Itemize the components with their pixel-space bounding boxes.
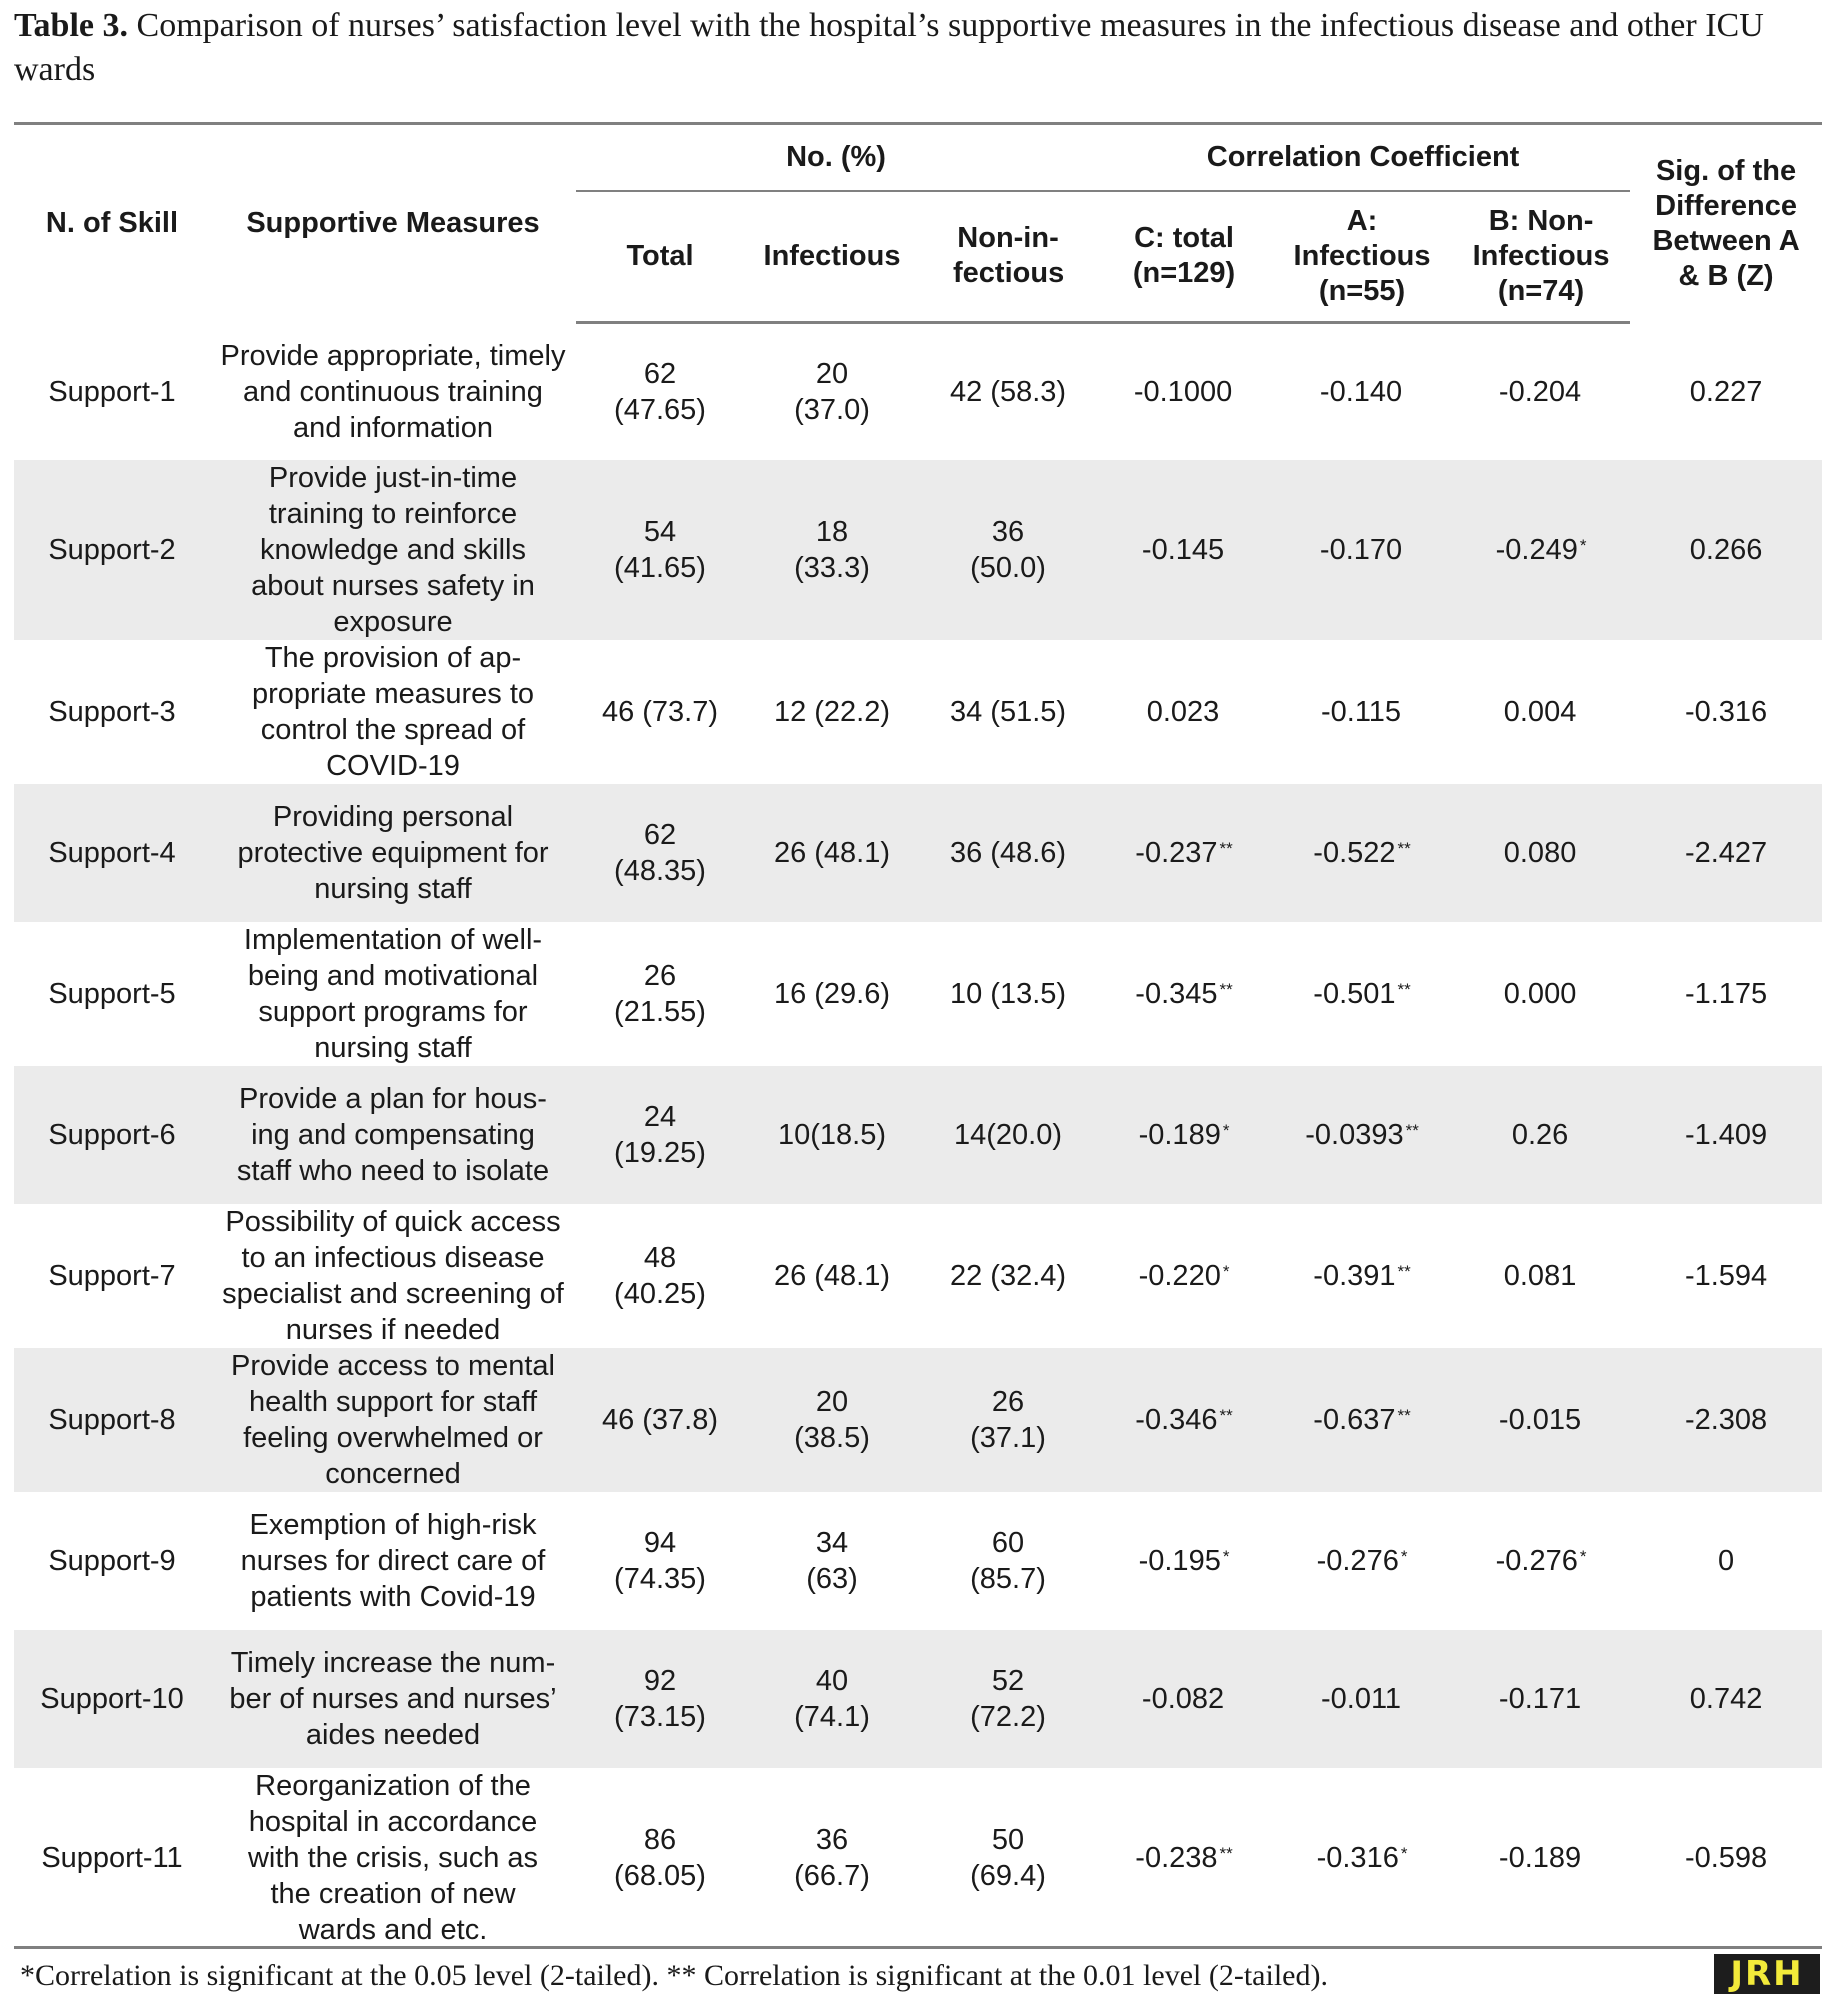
- cell-noninfectious: [920, 1204, 1096, 1348]
- cell-noninfectious: [920, 1348, 1096, 1492]
- table-row: [14, 784, 1822, 922]
- cell-noninfectious: [920, 1492, 1096, 1630]
- cell-infectious-text: 36 (66.7): [794, 1823, 870, 1892]
- cell-c-total: [1096, 640, 1272, 784]
- cell-skill: Support-8: [14, 1348, 210, 1492]
- header-sig: [1630, 125, 1822, 322]
- cell-a-value: -0.011: [1320, 1682, 1402, 1715]
- cell-noninfectious-text: 10 (13.5): [949, 977, 1067, 1010]
- cell-infectious-text: 20 (37.0): [794, 357, 870, 426]
- cell-b-value: -0.171: [1498, 1682, 1582, 1715]
- cell-z: -1.594: [1684, 1259, 1768, 1292]
- cell-total-text: 62 (47.65): [614, 357, 706, 426]
- table-row: [14, 922, 1822, 1066]
- cell-measure-text: Provide appropriate, timely and continuous training and information: [220, 339, 566, 444]
- cell-skill: Support-2: [14, 460, 210, 640]
- cell-total: [576, 1492, 744, 1630]
- cell-total-text: 24 (19.25): [614, 1100, 706, 1169]
- cell-a-sig: *: [1400, 1546, 1408, 1566]
- cell-a-infectious: [1272, 324, 1452, 460]
- cell-a-value: -0.170: [1319, 533, 1403, 566]
- cell-b-value: -0.249: [1495, 533, 1578, 566]
- cell-z: -1.175: [1684, 977, 1768, 1010]
- cell-a-sig: **: [1397, 838, 1411, 858]
- cell-infectious-text: 18 (33.3): [794, 515, 870, 584]
- header-total: Total: [576, 191, 744, 322]
- cell-z: 0.227: [1689, 375, 1763, 408]
- cell-c-total-value: -0.220: [1138, 1259, 1221, 1292]
- cell-infectious: [744, 1066, 920, 1204]
- cell-infectious: [744, 1348, 920, 1492]
- cell-b-noninfectious: [1452, 1492, 1630, 1630]
- cell-total-text: 94 (74.35): [614, 1526, 706, 1595]
- cell-measure-text: Timely increase the num-ber of nurses and nurses’ aides needed: [229, 1646, 557, 1751]
- cell-infectious-text: 16 (29.6): [773, 977, 891, 1010]
- cell-infectious: [744, 922, 920, 1066]
- cell-b-value: -0.204: [1498, 375, 1582, 408]
- cell-a-sig: **: [1397, 979, 1411, 999]
- table-caption: [14, 4, 1824, 92]
- cell-total: [576, 1066, 744, 1204]
- cell-c-total-value: -0.189: [1138, 1118, 1221, 1151]
- cell-c-total: [1096, 784, 1272, 922]
- cell-b-noninfectious: [1452, 1348, 1630, 1492]
- cell-noninfectious-text: 22 (32.4): [949, 1259, 1067, 1292]
- cell-noninfectious: [920, 324, 1096, 460]
- cell-b-noninfectious: [1452, 784, 1630, 922]
- header-noninfectious: [920, 191, 1096, 322]
- data-table: [14, 125, 1822, 1948]
- header-c-total: [1096, 191, 1272, 322]
- cell-b-noninfectious: [1452, 460, 1630, 640]
- cell-measure: [210, 460, 576, 640]
- journal-logo: JRH: [1714, 1954, 1820, 1994]
- cell-infectious: [744, 784, 920, 922]
- cell-total-text: 86 (68.05): [614, 1823, 706, 1892]
- cell-skill: Support-6: [14, 1066, 210, 1204]
- cell-measure: [210, 784, 576, 922]
- cell-c-total-sig: **: [1219, 1843, 1233, 1863]
- cell-skill: Support-4: [14, 784, 210, 922]
- cell-z: 0.266: [1630, 460, 1822, 640]
- cell-a-value: -0.115: [1320, 695, 1402, 728]
- cell-total-text: 46 (73.7): [601, 695, 719, 728]
- cell-c-total-sig: **: [1219, 1405, 1233, 1425]
- cell-infectious-text: 12 (22.2): [773, 695, 891, 728]
- cell-noninfectious-text: 14(20.0): [954, 1118, 1063, 1151]
- cell-noninfectious-text: 50 (69.4): [970, 1823, 1046, 1892]
- cell-b-noninfectious: [1452, 1066, 1630, 1204]
- cell-b-sig: *: [1579, 1546, 1587, 1566]
- cell-total: [576, 1630, 744, 1768]
- header-group-count: No. (%): [576, 125, 1096, 191]
- header-a-infectious: [1272, 191, 1452, 322]
- cell-c-total: [1096, 1204, 1272, 1348]
- cell-a-sig: **: [1397, 1405, 1411, 1425]
- cell-c-total-value: -0.145: [1141, 533, 1225, 566]
- cell-a-value: -0.0393: [1305, 1118, 1404, 1151]
- cell-a-value: -0.391: [1313, 1259, 1396, 1292]
- cell-skill: Support-7: [48, 1259, 176, 1292]
- cell-measure: [210, 324, 576, 460]
- cell-b-value: 0.081: [1503, 1259, 1577, 1292]
- cell-z: 0.742: [1630, 1630, 1822, 1768]
- cell-b-noninfectious: [1452, 922, 1630, 1066]
- cell-measure-text: Possibility of quick access to an infectious disease specialist and screening of nurses if needed: [222, 1205, 564, 1346]
- cell-infectious: [744, 1768, 920, 1948]
- caption-label: Table 3.: [14, 7, 129, 44]
- cell-infectious: [744, 640, 920, 784]
- cell-z: -2.427: [1630, 784, 1822, 922]
- table-bottom-rule: [14, 1946, 1822, 1949]
- cell-noninfectious: [920, 1768, 1096, 1948]
- cell-infectious: [744, 1492, 920, 1630]
- cell-a-sig: *: [1400, 1843, 1408, 1863]
- cell-noninfectious: [920, 640, 1096, 784]
- cell-a-infectious: [1272, 1204, 1452, 1348]
- cell-measure-text: The provision of ap-propriate measures to control the spread of COVID-19: [251, 641, 535, 782]
- cell-a-value: -0.637: [1313, 1403, 1396, 1436]
- cell-total: [576, 460, 744, 640]
- header-b-noninfectious-text: B: Non-Infectious (n=74): [1472, 204, 1610, 307]
- cell-a-value: -0.501: [1313, 977, 1396, 1010]
- cell-measure: [210, 640, 576, 784]
- header-infectious: Infectious: [744, 191, 920, 322]
- table-row: [14, 1492, 1822, 1630]
- cell-total: [576, 640, 744, 784]
- cell-total: [576, 1204, 744, 1348]
- table-row: [14, 1630, 1822, 1768]
- table-row: [14, 1348, 1822, 1492]
- cell-total-text: 54 (41.65): [614, 515, 706, 584]
- cell-measure-text: Exemption of high-risk nurses for direct care of patients with Covid-19: [240, 1508, 546, 1613]
- cell-z: -1.409: [1630, 1066, 1822, 1204]
- header-a-infectious-text: A: Infectious (n=55): [1293, 204, 1431, 307]
- cell-noninfectious-text: 36 (48.6): [949, 836, 1067, 869]
- cell-a-value: -0.316: [1316, 1841, 1399, 1874]
- cell-total-text: 26 (21.55): [614, 959, 706, 1028]
- header-group-correlation: Correlation Coefficient: [1096, 125, 1630, 191]
- cell-c-total-value: 0.023: [1146, 695, 1220, 728]
- cell-measure: [210, 1630, 576, 1768]
- cell-c-total: [1096, 1630, 1272, 1768]
- cell-z: -2.308: [1630, 1348, 1822, 1492]
- cell-a-infectious: [1272, 640, 1452, 784]
- cell-noninfectious-text: 26 (37.1): [970, 1385, 1046, 1454]
- cell-skill: Support-1: [48, 375, 176, 408]
- header-measures: Supportive Measures: [246, 207, 540, 239]
- cell-a-value: -0.522: [1313, 836, 1396, 869]
- cell-noninfectious: [920, 460, 1096, 640]
- cell-measure-text: Providing personal protective equipment for nursing staff: [237, 800, 549, 905]
- header-sig-text: Sig. of the Difference Between A & B (Z): [1652, 154, 1800, 292]
- table-body: [14, 324, 1822, 1948]
- cell-b-value: -0.189: [1498, 1841, 1582, 1874]
- cell-b-value: 0.004: [1503, 695, 1577, 728]
- cell-b-value: 0.080: [1503, 836, 1577, 869]
- cell-infectious: [744, 1204, 920, 1348]
- cell-a-infectious: [1272, 922, 1452, 1066]
- cell-c-total-value: -0.195: [1138, 1544, 1221, 1577]
- cell-b-value: 0.000: [1503, 977, 1577, 1010]
- cell-measure-text: Provide access to mental health support for staff feeling overwhelmed or concerned: [231, 1349, 555, 1490]
- table-header: [14, 125, 1822, 324]
- cell-noninfectious-text: 52 (72.2): [970, 1664, 1046, 1733]
- cell-infectious-text: 34 (63): [806, 1526, 858, 1595]
- table-row: [14, 324, 1822, 460]
- cell-noninfectious-text: 60 (85.7): [970, 1526, 1046, 1595]
- cell-c-total-value: -0.237: [1135, 836, 1218, 869]
- cell-total: [576, 1768, 744, 1948]
- cell-measure: [210, 1066, 576, 1204]
- cell-a-sig: **: [1405, 1120, 1419, 1140]
- cell-measure: [210, 1204, 576, 1348]
- header-noninfectious-text: Non-in-fectious: [953, 222, 1065, 290]
- cell-a-infectious: [1272, 784, 1452, 922]
- cell-z: -0.316: [1684, 695, 1768, 728]
- cell-a-infectious: [1272, 1768, 1452, 1948]
- cell-c-total-value: -0.345: [1135, 977, 1218, 1010]
- cell-c-total: [1096, 1492, 1272, 1630]
- table-row: [14, 1066, 1822, 1204]
- cell-skill: Support-5: [48, 977, 176, 1010]
- cell-infectious-text: 26 (48.1): [773, 836, 891, 869]
- cell-infectious-text: 40 (74.1): [794, 1664, 870, 1733]
- cell-c-total-value: -0.346: [1135, 1403, 1218, 1436]
- cell-z: 0: [1717, 1544, 1735, 1577]
- cell-b-noninfectious: [1452, 1768, 1630, 1948]
- cell-a-value: -0.140: [1319, 375, 1403, 408]
- cell-skill: Support-9: [48, 1544, 176, 1577]
- cell-noninfectious-text: 36 (50.0): [970, 515, 1046, 584]
- cell-b-noninfectious: [1452, 1630, 1630, 1768]
- cell-infectious-text: 10(18.5): [777, 1118, 886, 1151]
- cell-noninfectious: [920, 922, 1096, 1066]
- cell-measure: [210, 1492, 576, 1630]
- cell-c-total: [1096, 324, 1272, 460]
- cell-c-total-sig: **: [1219, 838, 1233, 858]
- cell-total-text: 48 (40.25): [614, 1241, 706, 1310]
- cell-skill: Support-11: [41, 1841, 183, 1874]
- cell-c-total-sig: *: [1222, 1546, 1230, 1566]
- cell-skill: Support-10: [14, 1630, 210, 1768]
- cell-measure-text: Provide a plan for hous-ing and compensating staff who need to isolate: [236, 1082, 550, 1187]
- header-b-noninfectious: [1452, 191, 1630, 322]
- header-skill: N. of Skill: [45, 207, 179, 239]
- cell-total: [576, 1348, 744, 1492]
- cell-total: [576, 784, 744, 922]
- cell-c-total-value: -0.082: [1141, 1682, 1225, 1715]
- table-row: [14, 640, 1822, 784]
- cell-measure-text: Implementation of well-being and motivational support programs for nursing staff: [243, 923, 543, 1064]
- cell-total-text: 92 (73.15): [614, 1664, 706, 1733]
- cell-noninfectious: [920, 1066, 1096, 1204]
- cell-total: [576, 324, 744, 460]
- cell-c-total: [1096, 922, 1272, 1066]
- cell-a-infectious: [1272, 1630, 1452, 1768]
- table-row: [14, 1204, 1822, 1348]
- cell-measure: [210, 1768, 576, 1948]
- cell-a-value: -0.276: [1316, 1544, 1399, 1577]
- cell-c-total: [1096, 1348, 1272, 1492]
- cell-infectious: [744, 1630, 920, 1768]
- cell-b-noninfectious: [1452, 324, 1630, 460]
- table-row: [14, 1768, 1822, 1948]
- cell-a-sig: **: [1397, 1261, 1411, 1281]
- cell-c-total-sig: *: [1222, 1120, 1230, 1140]
- cell-c-total: [1096, 1066, 1272, 1204]
- cell-a-infectious: [1272, 460, 1452, 640]
- cell-total-text: 46 (37.8): [601, 1403, 719, 1436]
- cell-total-text: 62 (48.35): [614, 818, 706, 887]
- cell-b-sig: *: [1579, 535, 1587, 555]
- cell-total: [576, 922, 744, 1066]
- cell-c-total-sig: *: [1222, 1261, 1230, 1281]
- cell-b-value: 0.26: [1511, 1118, 1569, 1151]
- cell-noninfectious-text: 34 (51.5): [949, 695, 1067, 728]
- cell-c-total-value: -0.238: [1135, 1841, 1218, 1874]
- header-c-total-text: C: total (n=129): [1132, 222, 1236, 290]
- table-footnote: *Correlation is significant at the 0.05 level (2-tailed). ** Correlation is significant at the 0.01 level (2-tailed).: [20, 1959, 1328, 1992]
- cell-a-infectious: [1272, 1348, 1452, 1492]
- cell-infectious: [744, 324, 920, 460]
- cell-c-total: [1096, 460, 1272, 640]
- cell-measure-text: Provide just-in-time training to reinforce knowledge and skills about nurses safety in exposure: [251, 461, 535, 638]
- cell-b-value: -0.015: [1498, 1403, 1582, 1436]
- cell-c-total-value: -0.1000: [1133, 375, 1233, 408]
- cell-c-total-sig: **: [1219, 979, 1233, 999]
- cell-infectious-text: 26 (48.1): [773, 1259, 891, 1292]
- cell-b-value: -0.276: [1495, 1544, 1578, 1577]
- cell-infectious-text: 20 (38.5): [794, 1385, 870, 1454]
- cell-measure: [210, 1348, 576, 1492]
- cell-infectious: [744, 460, 920, 640]
- cell-noninfectious: [920, 1630, 1096, 1768]
- cell-measure-text: Reorganization of the hospital in accordance with the crisis, such as the creation of new wards and etc.: [247, 1769, 539, 1946]
- cell-noninfectious: [920, 784, 1096, 922]
- cell-measure: [210, 922, 576, 1066]
- table-row: [14, 460, 1822, 640]
- cell-b-noninfectious: [1452, 640, 1630, 784]
- cell-a-infectious: [1272, 1066, 1452, 1204]
- cell-z: -0.598: [1684, 1841, 1768, 1874]
- cell-noninfectious-text: 42 (58.3): [949, 375, 1067, 408]
- cell-c-total: [1096, 1768, 1272, 1948]
- cell-skill: Support-3: [48, 695, 176, 728]
- cell-b-noninfectious: [1452, 1204, 1630, 1348]
- caption-text: Comparison of nurses’ satisfaction level with the hospital’s supportive measures in the infectious disease and other ICU wards: [14, 7, 1764, 88]
- cell-a-infectious: [1272, 1492, 1452, 1630]
